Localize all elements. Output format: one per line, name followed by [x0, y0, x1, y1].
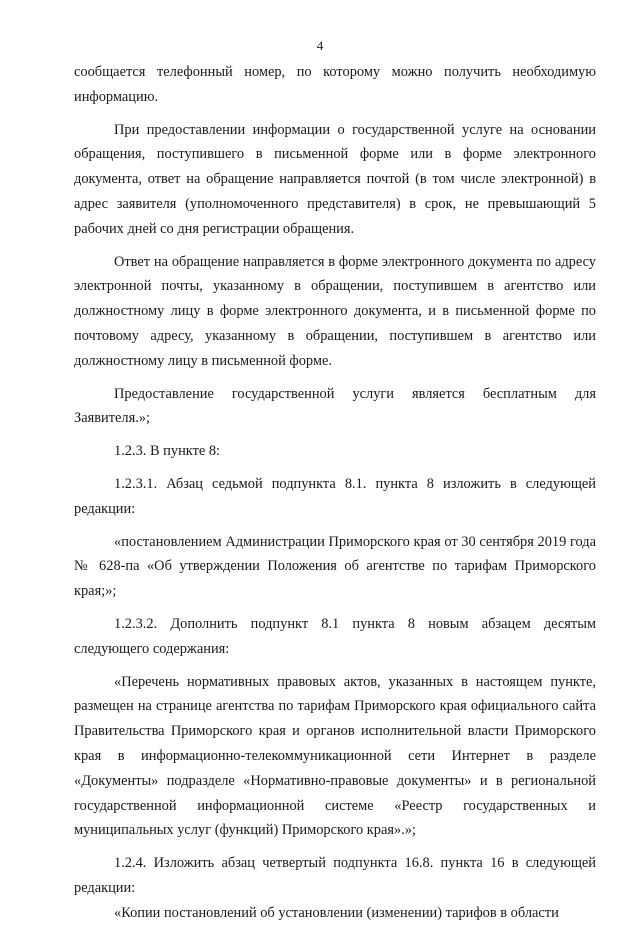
paragraph-quote-copies: «Копии постановлений об установлении (изменении) тарифов в области [114, 904, 559, 921]
paragraph-item-1-2-3: 1.2.3. В пункте 8: [114, 443, 221, 460]
paragraph-item-1-2-3-2: 1.2.3.2. Дополнить подпункт 8.1 пункта 8 новым абзацем десятым следующего содержания: [74, 615, 596, 657]
paragraph-electronic-reply: Ответ на обращение направляется в форме электронного документа по адресу электронной почты, указанному в обращении, поступившем в агентство или должностному лицу в форме электронного документа, и в письменной форме по почтовому адресу, указанному в обращении, поступившем в агентство или должностному лицу в письменной форме. [74, 253, 596, 369]
paragraph-quote-resolution: «постановлением Администрации Приморского края от 30 сентября 2019 года № 628-па «Об утверждении Положения об агентстве по тарифам Приморского края;»; [74, 533, 596, 600]
paragraph-free-service: Предоставление государственной услуги является бесплатным для Заявителя.»; [74, 385, 596, 427]
paragraph-item-1-2-4: 1.2.4. Изложить абзац четвертый подпункта 16.8. пункта 16 в следующей редакции: [74, 855, 596, 896]
paragraph-continuation: сообщается телефонный номер, по которому можно получить необходимую информацию. [74, 64, 596, 105]
page-number: 4 [316, 38, 324, 53]
paragraph-info-request: При предоставлении информации о государственной услуге на основании обращения, поступившего в письменной форме или в форме электронного документа, ответ на обращение направляется почтой (в том числе электронной) в адрес заявителя (уполномоченного представителя) в срок, не превышающий 5 рабочих дней со дня регистрации обращения. [74, 121, 596, 237]
paragraph-quote-list: «Перечень нормативных правовых актов, указанных в настоящем пункте, размещен на странице агентства по тарифам Приморского края официального сайта Правительства Приморского края и органов исполнительной власти Приморского края в информационно-телекоммуникационной сети Интернет в разделе «Документы» подразделе «Нормативно-правовые документы» и в региональной государственной информационной системе «Реестр государственных и муниципальных услуг (функций) Приморского края».»; [74, 673, 596, 839]
document-body [74, 60, 596, 926]
paragraph-item-1-2-3-1: 1.2.3.1. Абзац седьмой подпункта 8.1. пункта 8 изложить в следующей редакции: [74, 475, 596, 517]
